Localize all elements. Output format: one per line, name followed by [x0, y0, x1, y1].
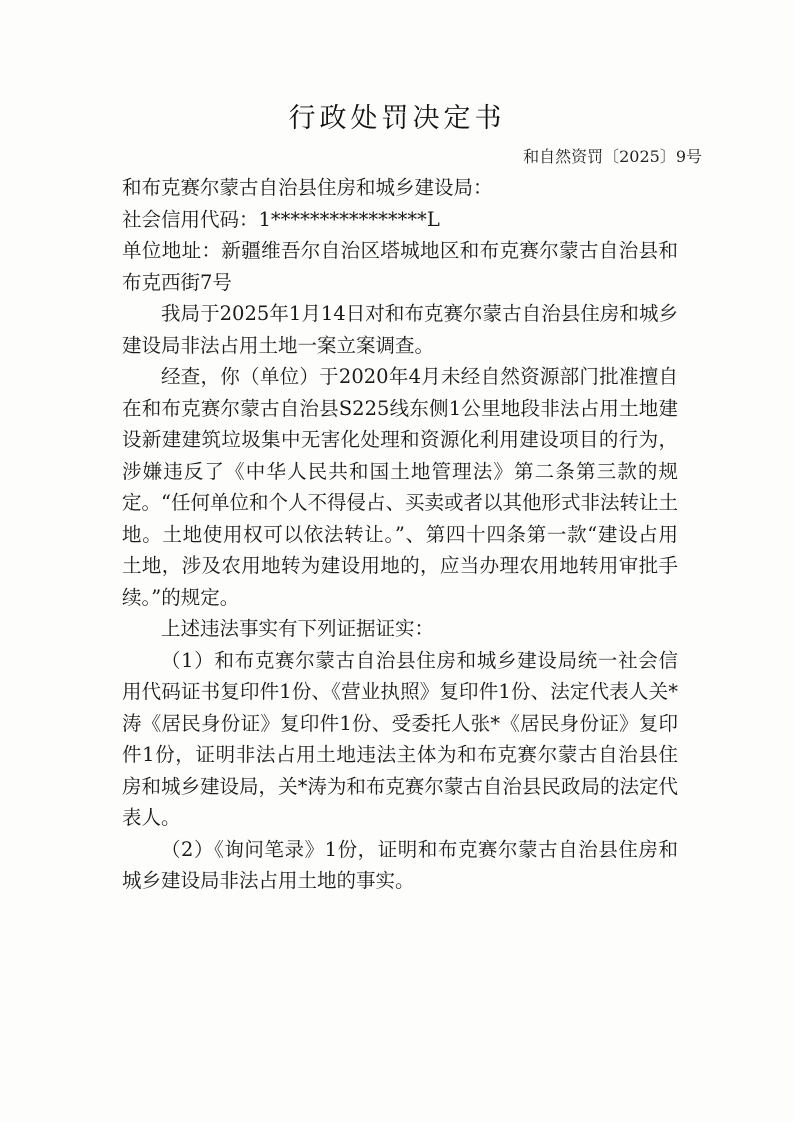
document-title: 行政处罚决定书	[288, 103, 506, 134]
address-line: 单位地址：新疆维吾尔自治区塔城地区和布克赛尔蒙古自治县和布克西街7号	[122, 239, 678, 294]
document-number: 和自然资罚〔2025〕9号	[523, 147, 702, 166]
evidence-item-1: （1）和布克赛尔蒙古自治县住房和城乡建设局统一社会信用代码证书复印件1份、《营业执照》复印件1份、法定代表人关*涛《居民身份证》复印件1份、受委托人张*《居民身份证》复印件1份，证明非法占用土地违法主体为和布克赛尔蒙古自治县住房和城乡建设局，关*涛为和布克赛尔蒙古自治县民政局的法定代表人。	[122, 648, 678, 829]
evidence-intro: 上述违法事实有下列证据证实：	[161, 617, 435, 640]
credit-code-line: 社会信用代码：1****************L	[122, 207, 440, 231]
filing-paragraph: 我局于2025年1月14日对和布克赛尔蒙古自治县住房和城乡建设局非法占用土地一案立案调查。	[122, 302, 678, 357]
document-body	[122, 172, 678, 897]
finding-paragraph: 经查，你（单位）于2020年4月未经自然资源部门批准擅自在和布克赛尔蒙古自治县S225线东侧1公里地段非法占用土地建设新建建筑垃圾集中无害化处理和资源化利用建设项目的行为，涉嫌违反了《中华人民共和国土地管理法》第二条第三款的规定。“任何单位和个人不得侵占、买卖或者以其他形式非法转让土地。土地使用权可以依法转让。”、第四十四条第一款“建设占用土地，涉及农用地转为建设用地的，应当办理农用地转用审批手续。”的规定。	[122, 365, 678, 609]
recipient-line: 和布克赛尔蒙古自治县住房和城乡建设局：	[122, 176, 493, 199]
evidence-item-2: （2）《询问笔录》1份，证明和布克赛尔蒙古自治县住房和城乡建设局非法占用土地的事实。	[122, 837, 678, 892]
